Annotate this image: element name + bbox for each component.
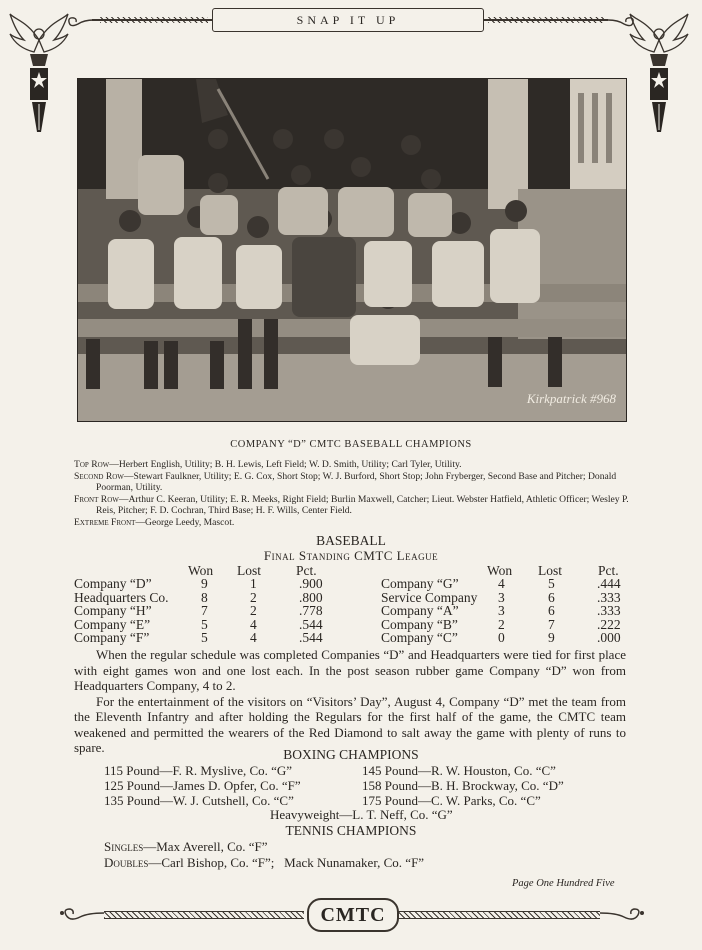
team-name: Company “A”: [381, 603, 459, 618]
col-header-won-left: Won: [188, 563, 214, 578]
col-header-lost-left: Lost: [237, 563, 262, 578]
baseball-subheading: Final Standing CMTC League: [263, 548, 439, 563]
team-name: Company “E”: [74, 616, 151, 632]
boxing-entry: 135 Pound—W. J. Cutshell, Co. “C”: [104, 793, 294, 808]
team-pct: .544: [299, 616, 323, 632]
tennis-doubles: [104, 855, 424, 871]
roster-row-label: Extreme Front: [74, 516, 136, 528]
roster-row-text: —Arthur C. Keeran, Utility; E. R. Meeks, Right Field; Burlin Maxwell, Catcher; Lieut. Webster Hatfield, Athletic Officer; Wesley P. Reis, Pitcher; F. D. Cochran, Third Base; H. F. Wills, Center Field.: [96, 493, 629, 516]
boxing-heading: BOXING CHAMPIONS: [283, 747, 419, 762]
team-won: 9: [201, 576, 208, 591]
footer-scroll-left: [58, 904, 106, 922]
team-pct: .800: [299, 589, 323, 605]
tennis-doubles-label: Doubles: [104, 855, 149, 870]
tennis-singles-value: —Max Averell, Co. “F”: [143, 839, 268, 854]
boxing-heavyweight: Heavyweight—L. T. Neff, Co. “G”: [270, 807, 453, 822]
team-name: Company “C”: [381, 630, 458, 645]
roster-row-text: —Herbert English, Utility; B. H. Lewis, Left Field; W. D. Smith, Utility; Carl Tyler, Utility.: [109, 459, 462, 470]
page-number: Page One Hundred Five: [512, 878, 615, 889]
team-won: 0: [498, 630, 505, 645]
team-won: 5: [201, 630, 208, 645]
team-won: 2: [498, 616, 505, 632]
team-name: Company “H”: [74, 603, 152, 618]
team-name: Company “B”: [381, 616, 458, 632]
team-pct: .222: [597, 616, 621, 632]
team-name: Service Company: [381, 589, 478, 605]
baseball-paragraph-1: When the regular schedule was completed Companies “D” and Headquarters were tied for first place with eight games won and one lost each. In the post season rubber game Company “D” won from Headquarters Company, 4 to 2.: [74, 647, 626, 693]
tennis-doubles-value: —Carl Bishop, Co. “F”; Mack Nunamaker, Co. “F”: [148, 855, 425, 870]
team-lost: 6: [548, 589, 555, 605]
team-lost: 4: [250, 630, 257, 645]
boxing-entry: 125 Pound—James D. Opfer, Co. “F”: [104, 778, 301, 793]
team-name: Headquarters Co.: [74, 589, 169, 605]
roster-row-label: Second Row: [74, 470, 124, 482]
footer-rule-left: [104, 911, 304, 919]
team-won: 7: [201, 603, 208, 618]
footer-rule-right: [398, 911, 600, 919]
team-lost: 2: [250, 589, 257, 605]
boxing-entry: 145 Pound—R. W. Houston, Co. “C”: [362, 763, 556, 778]
team-name: Company “F”: [74, 630, 150, 645]
team-won: 3: [498, 589, 505, 605]
tennis-heading: TENNIS CHAMPIONS: [285, 823, 417, 838]
team-lost: 6: [548, 603, 555, 618]
team-pct: .444: [597, 576, 621, 591]
col-header-pct-right: Pct.: [598, 563, 619, 578]
photo-inscription: Kirkpatrick #968: [526, 391, 616, 406]
tennis-champions: [104, 839, 424, 871]
team-lost: 1: [250, 576, 257, 591]
baseball-heading: BASEBALL: [316, 533, 386, 548]
page-header-title: SNAP IT UP: [296, 12, 400, 27]
tennis-singles: [104, 839, 424, 855]
baseball-paragraph-2: For the entertainment of the visitors on “Visitors’ Day”, August 4, Company “D” met the team from the Eleventh Infantry and after holding the Regulars for the first half of the game, the CMTC team weakened and permitted the wearers of the Red Diamond to salt away the game with plenty of runs to spare.: [74, 693, 626, 755]
team-lost: 2: [250, 603, 257, 618]
baseball-narrative: [74, 647, 626, 756]
team-pct: .000: [597, 630, 621, 645]
cmtc-logo-text: CMTC: [320, 903, 386, 926]
team-lost: 7: [548, 616, 555, 632]
col-header-won-right: Won: [487, 563, 513, 578]
team-won: 4: [498, 576, 505, 591]
team-won: 5: [201, 616, 208, 632]
team-won: 3: [498, 603, 505, 618]
team-name: Company “G”: [381, 576, 459, 591]
team-pct: .333: [597, 589, 621, 605]
roster-row-text: —Stewart Faulkner, Utility; E. G. Cox, Short Stop; W. J. Burford, Short Stop; John Fryberger, Second Base and Pitcher; Donald Poorman, Utility.: [96, 470, 617, 493]
team-pct: .333: [597, 603, 621, 618]
boxing-entry: 115 Pound—F. R. Myslive, Co. “G”: [104, 763, 293, 778]
col-header-lost-right: Lost: [538, 563, 563, 578]
team-lost: 9: [548, 630, 555, 645]
team-pct: .900: [299, 576, 323, 591]
roster-row-text: —George Leedy, Mascot.: [135, 516, 235, 528]
boxing-entry: 175 Pound—C. W. Parks, Co. “C”: [362, 793, 541, 808]
col-header-pct-left: Pct.: [296, 563, 317, 578]
tennis-singles-label: Singles: [104, 839, 144, 854]
footer-scroll-right: [598, 904, 646, 922]
team-pct: .778: [299, 603, 323, 618]
team-name: Company “D”: [74, 576, 152, 591]
team-won: 8: [201, 589, 208, 605]
team-lost: 5: [548, 576, 555, 591]
team-pct: .544: [299, 630, 323, 645]
photo-caption-title: COMPANY “D” CMTC BASEBALL CHAMPIONS: [230, 439, 472, 450]
roster-row-label: Front Row: [74, 493, 119, 505]
team-lost: 4: [250, 616, 257, 632]
cmtc-logo: [307, 898, 399, 932]
boxing-entry: 158 Pound—B. H. Brockway, Co. “D”: [362, 778, 564, 793]
roster-row-label: Top Row: [74, 459, 110, 470]
